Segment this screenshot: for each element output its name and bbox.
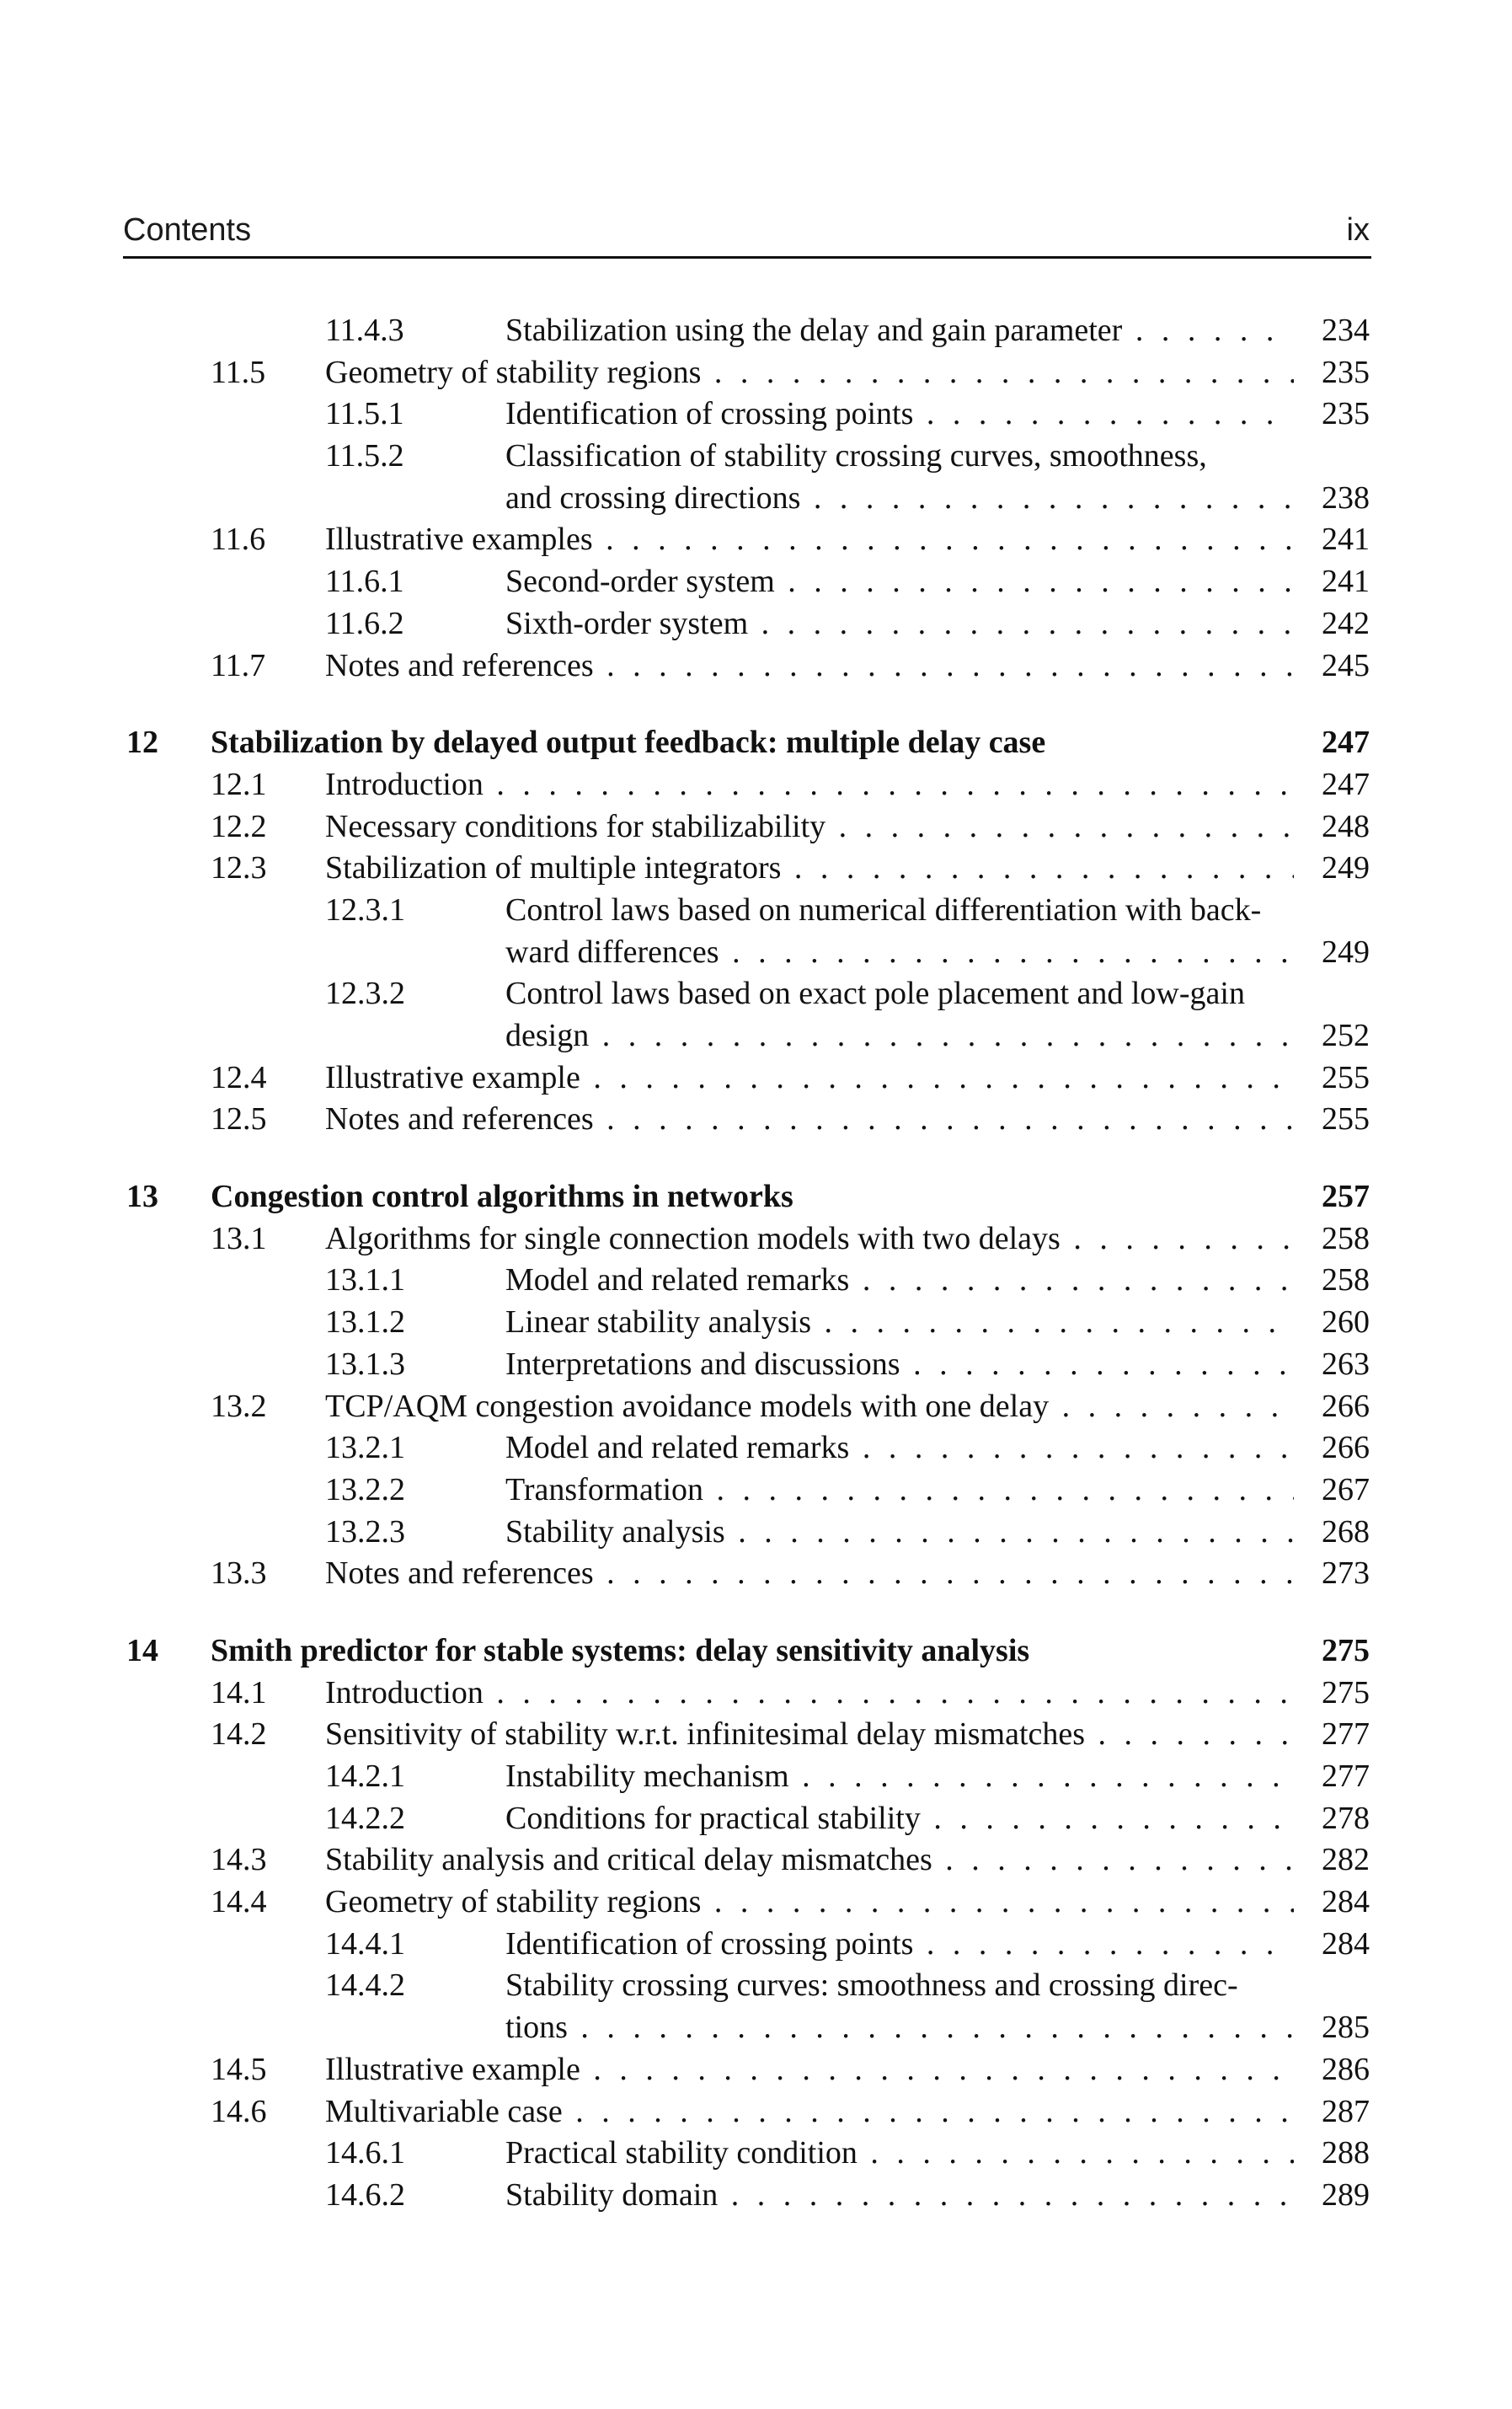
- toc-entry-number: 11.5.1: [325, 396, 404, 432]
- toc-entry-page: 266: [1296, 1386, 1370, 1428]
- toc-entry-page: 252: [1296, 1015, 1370, 1057]
- toc-section-entry[interactable]: [123, 806, 1370, 849]
- toc-entry-number: 13.1.1: [325, 1262, 405, 1298]
- toc-entry-title: Stabilization by delayed output feedback: multiple delay case: [211, 725, 1046, 761]
- toc-subsection-entry[interactable]: [123, 890, 1370, 932]
- toc-entry-title: Interpretations and discussions . . .: [505, 1344, 1294, 1386]
- toc-entry-number: 12: [126, 725, 158, 761]
- toc-entry-continuation[interactable]: [123, 1015, 1370, 1057]
- toc-entry-title: TCP/AQM congestion avoidance models with one delay . . .: [325, 1386, 1294, 1428]
- toc-entry-page: 241: [1296, 519, 1370, 561]
- toc-entry-title: Stability domain . . .: [505, 2175, 1294, 2217]
- toc-entry-number: 13: [126, 1179, 158, 1215]
- toc-entry-number: 13.2.3: [325, 1513, 405, 1550]
- toc-section-entry[interactable]: [123, 352, 1370, 394]
- toc-entry-title: Geometry of stability regions . . .: [325, 352, 1294, 394]
- toc-entry-page: 278: [1296, 1798, 1370, 1840]
- toc-entry-title: Necessary conditions for stabilizability . . .: [325, 806, 1294, 849]
- toc-entry-number: 14.3: [211, 1842, 267, 1878]
- toc-entry-number: 11.7: [211, 647, 266, 683]
- toc-entry-number: 14.2.2: [325, 1800, 405, 1836]
- toc-entry-page: 284: [1296, 1924, 1370, 1966]
- toc-entry-number: 12.5: [211, 1101, 267, 1138]
- toc-entry-number: 14.4.2: [325, 1967, 405, 2004]
- toc-section-entry[interactable]: [123, 1882, 1370, 1924]
- toc-entry-page: 288: [1296, 2133, 1370, 2175]
- toc-section-entry[interactable]: [123, 1553, 1370, 1595]
- toc-subsection-entry[interactable]: [123, 1344, 1370, 1386]
- toc-entry-title: Transformation . . .: [505, 1469, 1294, 1512]
- toc-entry-number: 11.6.2: [325, 605, 404, 641]
- toc-entry-continuation[interactable]: [123, 478, 1370, 520]
- toc-entry-title: Conditions for practical stability . . .: [505, 1798, 1294, 1840]
- toc-entry-title: Identification of crossing points . . .: [505, 393, 1294, 436]
- toc-entry-page: 275: [1296, 1630, 1370, 1673]
- toc-entry-title: Stability analysis and critical delay mismatches . . .: [325, 1839, 1294, 1882]
- toc-entry-title: Classification of stability crossing curves, smoothness,: [505, 438, 1207, 474]
- toc-entry-number: 14.2: [211, 1716, 267, 1753]
- toc-subsection-entry[interactable]: [123, 1427, 1370, 1469]
- toc-entry-title: Second-order system . . .: [505, 561, 1294, 603]
- toc-entry-title: Model and related remarks . . .: [505, 1260, 1294, 1302]
- toc-subsection-entry[interactable]: [123, 436, 1370, 478]
- toc-entry-number: 11.6.1: [325, 564, 404, 600]
- toc-entry-title: Introduction . . .: [325, 1673, 1294, 1715]
- toc-entry-page: 267: [1296, 1469, 1370, 1512]
- toc-section-entry[interactable]: [123, 1386, 1370, 1428]
- toc-entry-number: 14.6: [211, 2093, 267, 2129]
- toc-subsection-entry[interactable]: [123, 1512, 1370, 1554]
- toc-entry-title: Practical stability condition . . .: [505, 2133, 1294, 2175]
- toc-section-entry[interactable]: [123, 1099, 1370, 1141]
- toc-entry-number: 11.5.2: [325, 438, 404, 474]
- toc-entry-page: 255: [1296, 1057, 1370, 1100]
- toc-entry-page: 257: [1296, 1176, 1370, 1218]
- toc-entry-page: 273: [1296, 1553, 1370, 1595]
- toc-entry-page: 260: [1296, 1302, 1370, 1344]
- toc-entry-title: Linear stability analysis . . .: [505, 1302, 1294, 1344]
- toc-entry-number: 12.4: [211, 1059, 267, 1095]
- toc-entry-title: Introduction . . .: [325, 764, 1294, 806]
- toc-section-entry[interactable]: [123, 1218, 1370, 1261]
- toc-entry-title: Stabilization using the delay and gain parameter . . .: [505, 310, 1294, 352]
- toc-subsection-entry[interactable]: [123, 603, 1370, 645]
- toc-entry-page: 284: [1296, 1882, 1370, 1924]
- toc-entry-title: and crossing directions . . .: [505, 478, 1294, 520]
- running-head-title: Contents: [123, 212, 252, 248]
- toc-entry-number: 14.6.2: [325, 2176, 405, 2213]
- toc-entry-number: 13.1.2: [325, 1304, 405, 1341]
- toc-entry-number: 12.3: [211, 850, 267, 886]
- toc-entry-page: 289: [1296, 2175, 1370, 2217]
- toc-entry-number: 13.2.2: [325, 1471, 405, 1507]
- toc-entry-page: 238: [1296, 478, 1370, 520]
- toc-section-entry[interactable]: [123, 2091, 1370, 2133]
- toc-entry-number: 14.4.1: [325, 1925, 405, 1962]
- toc-section-entry[interactable]: [123, 1673, 1370, 1715]
- toc-entry-title: Smith predictor for stable systems: delay sensitivity analysis: [211, 1632, 1030, 1668]
- toc-section-entry[interactable]: [123, 848, 1370, 890]
- header-rule: [123, 256, 1371, 259]
- toc-subsection-entry[interactable]: [123, 1302, 1370, 1344]
- toc-entry-title: Algorithms for single connection models with two delays . . .: [325, 1218, 1294, 1261]
- toc-entry-title: Multivariable case . . .: [325, 2091, 1294, 2133]
- toc-entry-continuation[interactable]: [123, 2007, 1370, 2049]
- toc-subsection-entry[interactable]: [123, 1260, 1370, 1302]
- toc-entry-number: 14.5: [211, 2051, 267, 2087]
- toc-entry-title: Geometry of stability regions . . .: [325, 1882, 1294, 1924]
- toc-entry-page: 235: [1296, 393, 1370, 436]
- toc-section-entry[interactable]: [123, 519, 1370, 561]
- toc-entry-page: 277: [1296, 1756, 1370, 1798]
- toc-entry-title: Stabilization of multiple integrators . . .: [325, 848, 1294, 890]
- toc-entry-page: 235: [1296, 352, 1370, 394]
- toc-subsection-entry[interactable]: [123, 1965, 1370, 2007]
- toc-entry-page: 248: [1296, 806, 1370, 849]
- toc-entry-number: 13.1: [211, 1220, 267, 1256]
- toc-entry-page: 249: [1296, 932, 1370, 974]
- toc-subsection-entry[interactable]: [123, 1756, 1370, 1798]
- toc-entry-title: ward differences . . .: [505, 932, 1294, 974]
- toc-entry-page: 285: [1296, 2007, 1370, 2049]
- toc-entry-continuation[interactable]: [123, 932, 1370, 974]
- toc-entry-page: 242: [1296, 603, 1370, 645]
- toc-entry-title: Illustrative example . . .: [325, 2049, 1294, 2091]
- toc-entry-number: 14: [126, 1632, 158, 1668]
- toc-entry-title: Congestion control algorithms in networks: [211, 1179, 793, 1215]
- toc-section-entry[interactable]: [123, 2049, 1370, 2091]
- toc-entry-number: 12.3.2: [325, 976, 405, 1012]
- toc-entry-title: tions . . .: [505, 2007, 1294, 2049]
- toc-entry-number: 12.3.1: [325, 891, 405, 928]
- toc-entry-title: Illustrative example . . .: [325, 1057, 1294, 1100]
- toc-entry-number: 11.6: [211, 522, 266, 558]
- toc-section-entry[interactable]: [123, 645, 1370, 688]
- toc-entry-title: Instability mechanism . . .: [505, 1756, 1294, 1798]
- toc-section-entry[interactable]: [123, 1057, 1370, 1100]
- toc-entry-title: Sixth-order system . . .: [505, 603, 1294, 645]
- toc-entry-page: 287: [1296, 2091, 1370, 2133]
- toc-entry-title: Notes and references . . .: [325, 1553, 1294, 1595]
- toc-entry-title: Illustrative examples . . .: [325, 519, 1294, 561]
- toc-subsection-entry[interactable]: [123, 1469, 1370, 1512]
- toc-entry-title: Control laws based on numerical differentiation with back-: [505, 891, 1262, 928]
- table-of-contents: [123, 310, 1370, 2217]
- toc-entry-page: 266: [1296, 1427, 1370, 1469]
- toc-entry-title: Model and related remarks . . .: [505, 1427, 1294, 1469]
- toc-entry-number: 14.6.1: [325, 2135, 405, 2171]
- running-head-page-number: ix: [1346, 212, 1370, 248]
- toc-entry-title: Sensitivity of stability w.r.t. infinitesimal delay mismatches . . .: [325, 1714, 1294, 1756]
- toc-subsection-entry[interactable]: [123, 310, 1370, 352]
- toc-entry-page: 258: [1296, 1218, 1370, 1261]
- toc-entry-page: 255: [1296, 1099, 1370, 1141]
- toc-entry-page: 245: [1296, 645, 1370, 688]
- toc-entry-page: 277: [1296, 1714, 1370, 1756]
- toc-entry-page: 286: [1296, 2049, 1370, 2091]
- toc-subsection-entry[interactable]: [123, 2133, 1370, 2175]
- toc-entry-title: Identification of crossing points . . .: [505, 1924, 1294, 1966]
- toc-entry-number: 14.4: [211, 1884, 267, 1920]
- toc-section-entry[interactable]: [123, 764, 1370, 806]
- toc-entry-title: design . . .: [505, 1015, 1294, 1057]
- toc-entry-page: 247: [1296, 764, 1370, 806]
- toc-entry-number: 11.4.3: [325, 313, 404, 348]
- toc-entry-title: Notes and references . . .: [325, 645, 1294, 688]
- toc-section-entry[interactable]: [123, 1839, 1370, 1882]
- toc-entry-page: 258: [1296, 1260, 1370, 1302]
- toc-entry-number: 13.2.1: [325, 1430, 405, 1466]
- toc-entry-page: 263: [1296, 1344, 1370, 1386]
- toc-entry-number: 12.2: [211, 808, 267, 844]
- toc-subsection-entry[interactable]: [123, 393, 1370, 436]
- toc-entry-page: 282: [1296, 1839, 1370, 1882]
- toc-entry-number: 14.2.1: [325, 1759, 405, 1794]
- toc-entry-page: 241: [1296, 561, 1370, 603]
- toc-entry-number: 13.3: [211, 1555, 267, 1592]
- toc-entry-number: 13.1.3: [325, 1346, 405, 1382]
- toc-subsection-entry[interactable]: [123, 973, 1370, 1015]
- toc-subsection-entry[interactable]: [123, 1924, 1370, 1966]
- running-head: [123, 212, 1370, 254]
- toc-subsection-entry[interactable]: [123, 1798, 1370, 1840]
- toc-entry-page: 249: [1296, 848, 1370, 890]
- toc-chapter-entry[interactable]: [123, 1630, 1370, 1673]
- toc-chapter-entry[interactable]: [123, 1176, 1370, 1218]
- toc-entry-page: 247: [1296, 722, 1370, 764]
- toc-entry-title: Notes and references . . .: [325, 1099, 1294, 1141]
- toc-entry-number: 11.5: [211, 354, 266, 390]
- toc-entry-title: Stability analysis . . .: [505, 1512, 1294, 1554]
- toc-entry-page: 234: [1296, 310, 1370, 352]
- toc-entry-number: 13.2: [211, 1388, 267, 1424]
- toc-entry-title: Stability crossing curves: smoothness and crossing direc-: [505, 1967, 1238, 2004]
- toc-subsection-entry[interactable]: [123, 2175, 1370, 2217]
- toc-entry-title: Control laws based on exact pole placement and low-gain: [505, 976, 1245, 1012]
- toc-section-entry[interactable]: [123, 1714, 1370, 1756]
- toc-entry-page: 268: [1296, 1512, 1370, 1554]
- toc-entry-number: 12.1: [211, 766, 267, 802]
- toc-entry-number: 14.1: [211, 1674, 267, 1710]
- toc-chapter-entry[interactable]: [123, 722, 1370, 764]
- toc-subsection-entry[interactable]: [123, 561, 1370, 603]
- toc-entry-page: 275: [1296, 1673, 1370, 1715]
